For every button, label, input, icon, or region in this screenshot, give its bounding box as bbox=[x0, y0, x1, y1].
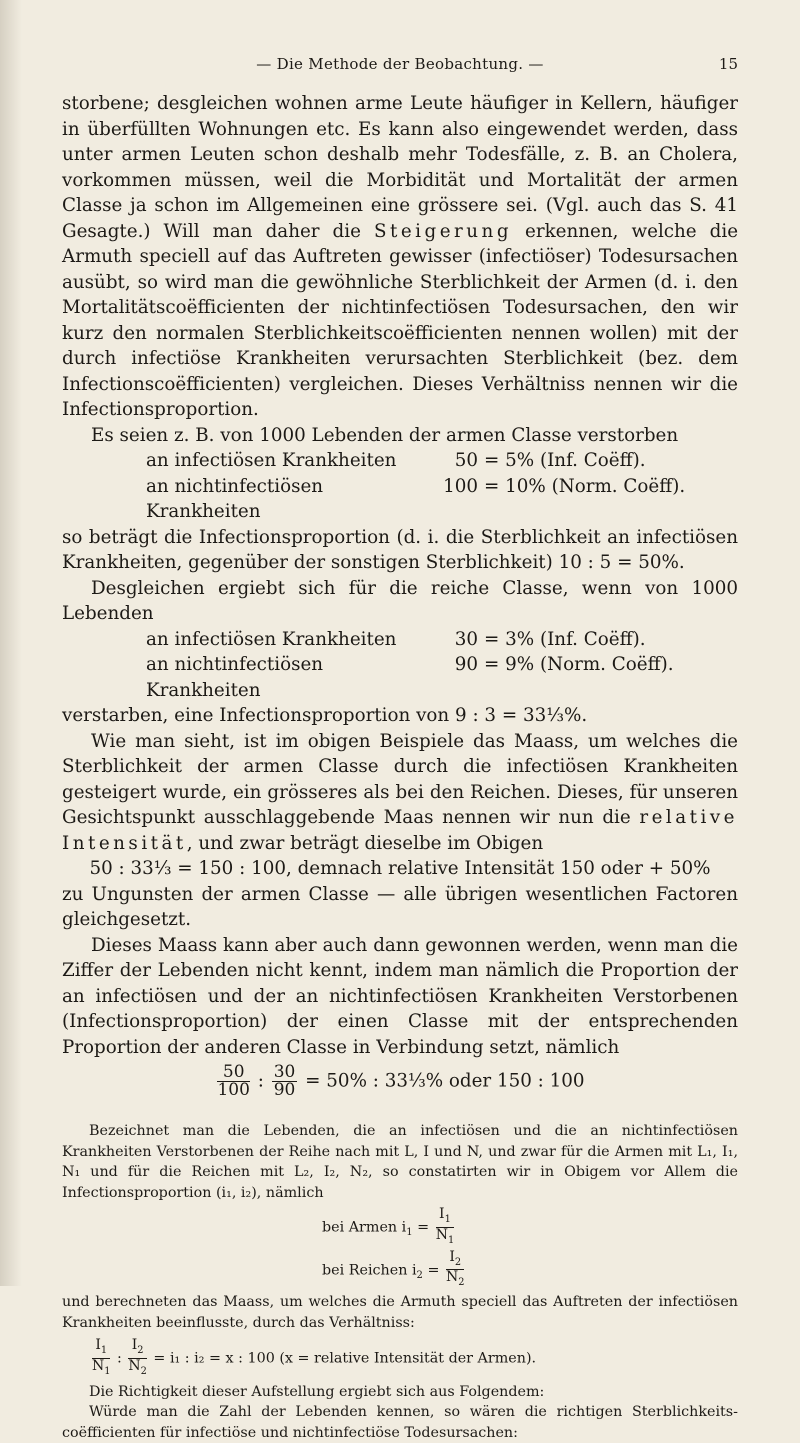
table1-row-2: an nichtinfectiösen Krankheiten 100 = 10% (Norm. Coëff). bbox=[146, 475, 686, 522]
table2-row-2: an nichtinfectiösen Krankheiten 90 = 9% (Norm. Coëff). bbox=[146, 654, 674, 701]
paragraph-6: Wie man sieht, ist im obigen Beispiele das Maass, um welches die Sterblichkeit der armen Classe durch die infectiösen Krankheiten gesteigert wurde, ein grösseres als bei den Reichen. Dieses, für unseren Gesichtspunkt ausschlaggebende Maas nennen wir nun die relative Intensität, und zwar beträgt dieselbe im Obigen bbox=[62, 730, 738, 854]
table2-row-1: an infectiösen Krankheiten 30 = 3% (Inf. Coëff). bbox=[146, 628, 646, 650]
formula-1: $\frac{50}{100}$ : $\frac{30}{90}$ = 50% : 33⅓% oder 150 : 100 bbox=[217, 1062, 585, 1100]
body-text bbox=[62, 91, 738, 1443]
fraction-50-100: $\frac{50}{100}$ bbox=[217, 1062, 250, 1100]
fraction-i1-n1: $\frac{I_1}{N_1}$ bbox=[435, 1206, 455, 1246]
small-paragraph-2: und berechneten das Maass, um welches die Armuth speciell das Auftreten der infectiösen Krankheiten beeinflusste, durch das Verhältniss: bbox=[62, 1294, 738, 1331]
main-text bbox=[62, 91, 738, 1099]
formula-ratio: $\frac{I_1}{N_1}$ : $\frac{I_2}{N_2}$ = i₁ : i₂ = x : 100 (x = relative Intensität der Armen). bbox=[92, 1337, 537, 1377]
small-paragraph-1: Bezeichnet man die Lebenden, die an infectiösen und die an nichtinfectiösen Krankheiten Verstorbenen der Reihe nach mit L, I und N, und zwar für die Armen mit L₁, I₁, N₁ und für die Reichen mit L₂, I₂, N₂, so constatirten wir in Obigem vor Allem die Infectionsproportion (i₁, i₂), nämlich bbox=[62, 1123, 738, 1201]
page-header bbox=[0, 55, 800, 79]
formula-armen: bei Armen $i_1$ = $\frac{I_1}{N_1}$ bbox=[322, 1206, 455, 1246]
paragraph-6-end: zu Ungunsten der armen Classe — alle übrigen wesentlichen Factoren gleichgesetzt. bbox=[62, 883, 738, 930]
formula-reichen: bei Reichen $i_2$ = $\frac{I_2}{N_2}$ bbox=[322, 1248, 465, 1289]
fraction-i2-n2-b: $\frac{I_2}{N_2}$ bbox=[128, 1337, 147, 1377]
small-paragraph-3: Die Richtigkeit dieser Aufstellung ergiebt sich aus Folgendem: bbox=[89, 1383, 545, 1400]
running-title: — Die Methode der Beobachtung. — bbox=[256, 55, 544, 73]
fraction-i1-n1-b: $\frac{I_1}{N_1}$ bbox=[92, 1337, 111, 1377]
table1-row-1: an infectiösen Krankheiten 50 = 5% (Inf. Coëff). bbox=[146, 450, 646, 471]
small-paragraph-4: Würde man die Zahl der Lebenden kennen, so wären die richtigen Sterblichkeitscoëfficienten für infectiöse und nichtinfectiöse Todesursachen: bbox=[62, 1404, 738, 1441]
paragraph-1: storbene; desgleichen wohnen arme Leute häufiger in Kellern, häufiger in überfüllten Wohnungen etc. Es kann also eingewendet werden, dass unter armen Leuten schon deshalb mehr Todesfälle, z. B. an Cholera, vorkommen müssen, weil die Morbidität und Mortalität der armen Classe ja schon im Allgemeinen eine grössere sei. (Vgl. auch das S. 41 Gesagte.) Will man daher die Steigerung erkennen, welche die Armuth speciell auf das Auftreten gewisser (infectiöser) Todesursachen ausübt, so wird man die gewöhnliche Sterblichkeit der Armen (d. i. den Mortalitätscoëfficienten der nichtinfectiösen Todesursachen, den wir kurz den normalen Sterblichkeitscoëfficienten nennen wollen) mit der durch infectiöse Krankheiten verursachten Sterblichkeit (bez. dem Infectionscoëfficienten) vergleichen. Dieses Verhältniss nennen wir die Infectionsproportion. bbox=[62, 93, 739, 420]
paragraph-7: Dieses Maass kann aber auch dann gewonnen werden, wenn man die Ziffer der Lebenden nicht kennt, indem man nämlich die Proportion der an infectiösen und der an nichtinfectiösen Krankheiten Verstorbenen (Infectionsproportion) der einen Classe mit der entsprechenden Proportion der anderen Classe in Verbindung setzt, nämlich bbox=[62, 934, 738, 1058]
fraction-30-90: $\frac{30}{90}$ bbox=[273, 1062, 296, 1100]
paragraph-5: verstarben, eine Infectionsproportion von 9 : 3 = 33⅓%. bbox=[62, 705, 588, 726]
page-number: 15 bbox=[718, 55, 738, 73]
paragraph-2: Es seien z. B. von 1000 Lebenden der armen Classe verstorben bbox=[91, 424, 679, 446]
fraction-i2-n2: $\frac{I_2}{N_2}$ bbox=[445, 1248, 465, 1289]
paragraph-3: so beträgt die Infectionsproportion (d. i. die Sterblichkeit an infectiösen Krankheiten, gegenüber der sonstigen Sterblichkeit) 10 : 5 = 50%. bbox=[62, 526, 738, 573]
small-print bbox=[62, 1121, 738, 1443]
intensity-line: 50 : 33⅓ = 150 : 100, demnach relative Intensität 150 oder + 50% bbox=[89, 858, 711, 879]
paragraph-4: Desgleichen ergiebt sich für die reiche Classe, wenn von 1000 Lebenden bbox=[62, 577, 738, 624]
page-edge-shadow bbox=[0, 0, 22, 1286]
